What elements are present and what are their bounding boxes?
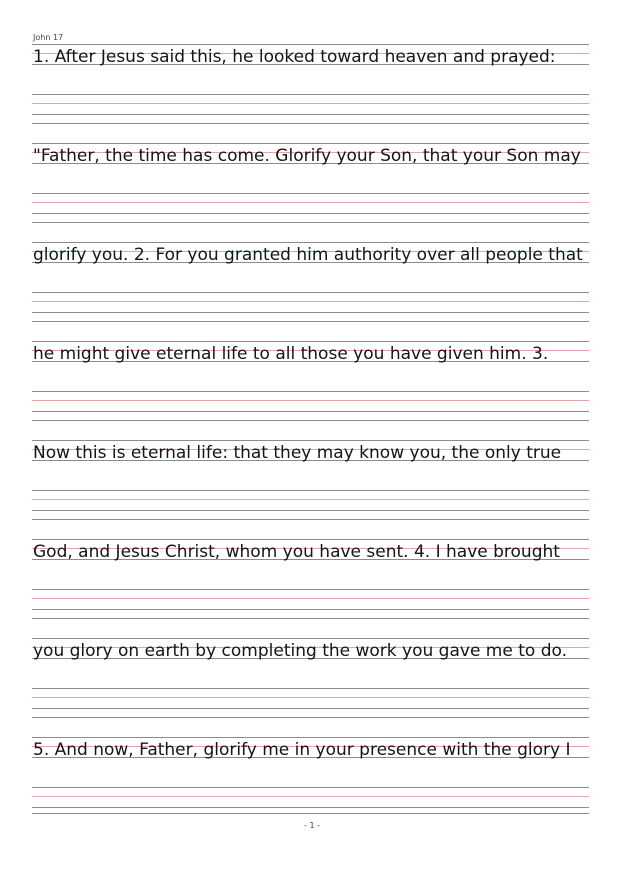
practice-line-base xyxy=(32,213,589,214)
practice-line-base xyxy=(32,510,589,511)
practice-line-mid xyxy=(32,301,589,302)
practice-line-low xyxy=(32,222,589,223)
practice-line-low xyxy=(32,123,589,124)
practice-line-top xyxy=(32,688,589,689)
practice-line-base xyxy=(32,807,589,808)
guide-line-top xyxy=(32,638,589,639)
verse-line-5: Now this is eternal life: that they may know you, the only true xyxy=(33,443,562,463)
verse-line-1: 1. After Jesus said this, he looked toward heaven and prayed: xyxy=(33,47,556,67)
practice-line-mid xyxy=(32,202,589,203)
guide-line-top xyxy=(32,242,589,243)
practice-line-low xyxy=(32,618,589,619)
guide-line-top xyxy=(32,143,589,144)
practice-line-low xyxy=(32,813,589,814)
practice-line-top xyxy=(32,193,589,194)
practice-line-top xyxy=(32,94,589,95)
writing-row-7 xyxy=(32,638,589,720)
writing-row-5 xyxy=(32,440,589,522)
practice-line-top xyxy=(32,490,589,491)
page-number: - 1 - xyxy=(304,821,320,830)
page-header: John 17 xyxy=(33,33,64,42)
practice-line-mid xyxy=(32,103,589,104)
verse-line-8: 5. And now, Father, glorify me in your presence with the glory I xyxy=(33,740,571,760)
practice-line-top xyxy=(32,292,589,293)
practice-line-base xyxy=(32,609,589,610)
guide-line-top xyxy=(32,539,589,540)
practice-line-mid xyxy=(32,796,589,797)
writing-row-4 xyxy=(32,341,589,423)
guide-line-top xyxy=(32,737,589,738)
practice-line-low xyxy=(32,420,589,421)
practice-line-mid xyxy=(32,598,589,599)
guide-line-top xyxy=(32,341,589,342)
practice-line-base xyxy=(32,708,589,709)
writing-row-2 xyxy=(32,143,589,225)
verse-line-4: he might give eternal life to all those you have given him. 3. xyxy=(33,344,549,364)
practice-line-low xyxy=(32,519,589,520)
practice-line-top xyxy=(32,391,589,392)
writing-row-8 xyxy=(32,737,589,819)
guide-line-top xyxy=(32,44,589,45)
verse-line-2: "Father, the time has come. Glorify your Son, that your Son may xyxy=(33,146,581,166)
practice-line-base xyxy=(32,114,589,115)
verse-line-3: glorify you. 2. For you granted him authority over all people that xyxy=(33,245,583,265)
practice-line-top xyxy=(32,787,589,788)
practice-line-top xyxy=(32,589,589,590)
practice-line-mid xyxy=(32,499,589,500)
practice-line-low xyxy=(32,321,589,322)
practice-line-base xyxy=(32,312,589,313)
practice-line-mid xyxy=(32,400,589,401)
writing-row-6 xyxy=(32,539,589,621)
practice-line-low xyxy=(32,717,589,718)
writing-row-3 xyxy=(32,242,589,324)
verse-line-7: you glory on earth by completing the work you gave me to do. xyxy=(33,641,567,661)
guide-line-top xyxy=(32,440,589,441)
writing-row-1 xyxy=(32,44,589,126)
practice-line-mid xyxy=(32,697,589,698)
verse-line-6: God, and Jesus Christ, whom you have sent. 4. I have brought xyxy=(33,542,560,562)
practice-line-base xyxy=(32,411,589,412)
